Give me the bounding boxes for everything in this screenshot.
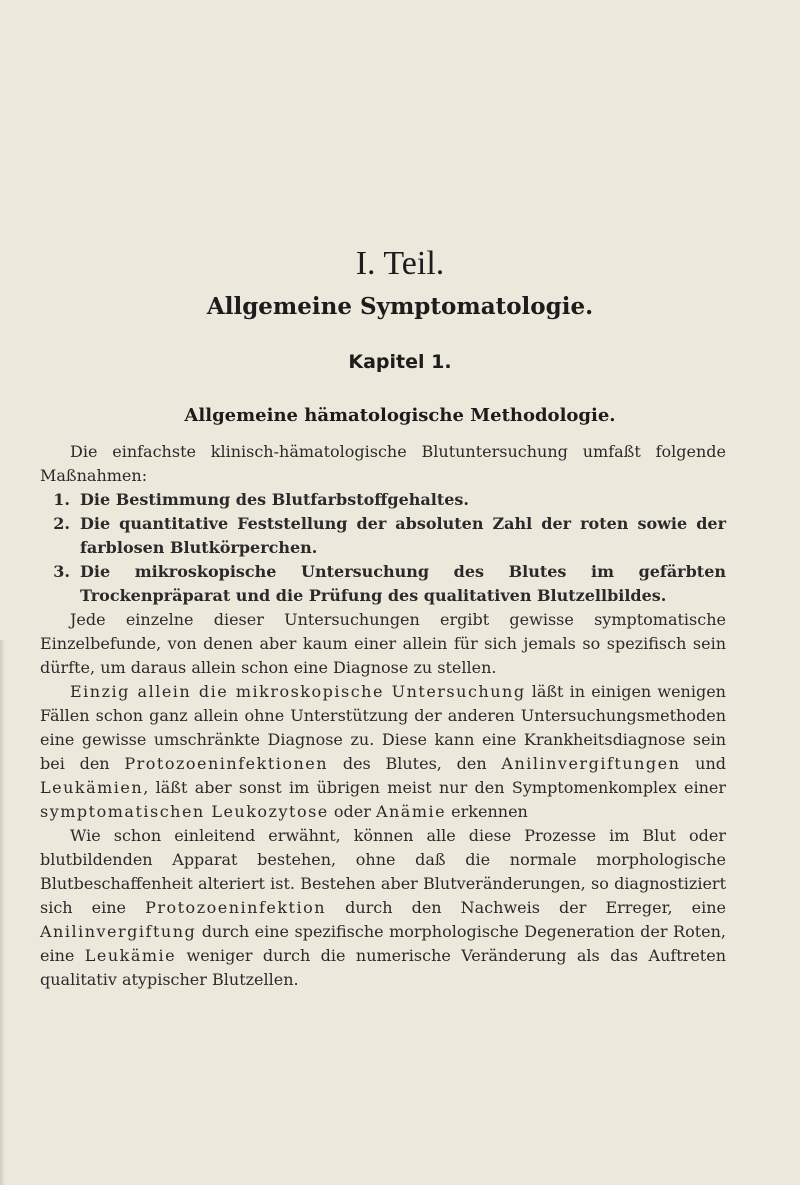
list-item-number: 1. [53, 490, 70, 509]
emphasis-aniline-poisoning: Anilinvergiftung [40, 922, 197, 941]
list-item [40, 512, 726, 560]
list-item [40, 488, 726, 512]
page-edge-shadow [0, 640, 5, 1185]
text-run: Wie schon einleitend erwähnt, können alle diese Prozesse im Blut oder blutbildenden Apparat bestehen, ohne daß die normale morphologische Blutbeschaffenheit alteriert ist. Bestehen aber Blutveränderungen, so diagnostiziert sich eine [40, 826, 726, 917]
emphasis-protozoa-infection: Protozoeninfektion [145, 898, 327, 917]
list-item-text: Die quantitative Feststellung der absoluten Zahl der roten sowie der farblosen Blutkörperchen. [80, 514, 726, 557]
text-run: durch den Nachweis der Erreger, eine [326, 898, 727, 917]
emphasis-leukocytosis: symptomatischen Leukozytose [40, 802, 329, 821]
part-title: I. Teil. [355, 245, 445, 282]
text-run: oder [328, 802, 376, 821]
list-item-text: Die Bestimmung des Blutfarbstoffgehaltes. [80, 490, 469, 509]
text-run: , läßt aber sonst im übrigen meist nur den Symptomenkomplex einer [143, 778, 726, 797]
text-run: weniger durch die numerische Veränderung als das Auftreten qualitativ atypischer Blutzellen. [40, 946, 727, 989]
measures-list [40, 488, 726, 608]
paragraph-processes [40, 824, 726, 992]
emphasis-leukemia-2: Leukämie [84, 946, 177, 965]
text-run: durch eine spezifische morphologische Degeneration der Roten, eine [40, 922, 726, 965]
body-text [40, 440, 726, 992]
text-run: erkennen [446, 802, 528, 821]
intro-paragraph: Die einfachste klinisch-hämatologische Blutuntersuchung umfaßt folgende Maßnahmen: [40, 442, 726, 485]
text-run: des Blutes, den [328, 754, 502, 773]
list-item-number: 2. [53, 514, 70, 533]
chapter-title: Allgemeine hämatologische Methodologie. [184, 405, 616, 426]
emphasis-anemia: Anämie [375, 802, 447, 821]
emphasis-microscopy: Einzig allein die mikroskopische Untersuchung [70, 682, 526, 701]
list-item [40, 560, 726, 608]
emphasis-aniline: Anilinvergiftungen [501, 754, 681, 773]
section-title: Allgemeine Symptomatologie. [206, 293, 594, 320]
chapter-label: Kapitel 1. [348, 351, 452, 373]
paragraph-microscopy [40, 680, 726, 824]
emphasis-protozoa: Protozoeninfektionen [124, 754, 329, 773]
text-run: und [680, 754, 727, 773]
text-run: läßt in einigen wenigen Fällen schon ganz allein ohne Unterstützung der anderen Untersuchungsmethoden eine gewisse umschränkte Diagnose zu. Diese kann eine Krankheitsdiagnose sein bei den [40, 682, 726, 773]
list-item-text: Die mikroskopische Untersuchung des Blutes im gefärbten Trockenpräparat und die Prüfung des qualitativen Blutzellbildes. [80, 562, 726, 605]
paragraph-findings: Jede einzelne dieser Untersuchungen ergibt gewisse symptomatische Einzelbefunde, von denen aber kaum einer allein für sich jemals so spezifisch sein dürfte, um daraus allein schon eine Diagnose zu stellen. [40, 610, 726, 677]
emphasis-leukemia: Leukämien [40, 778, 144, 797]
list-item-number: 3. [53, 562, 70, 581]
